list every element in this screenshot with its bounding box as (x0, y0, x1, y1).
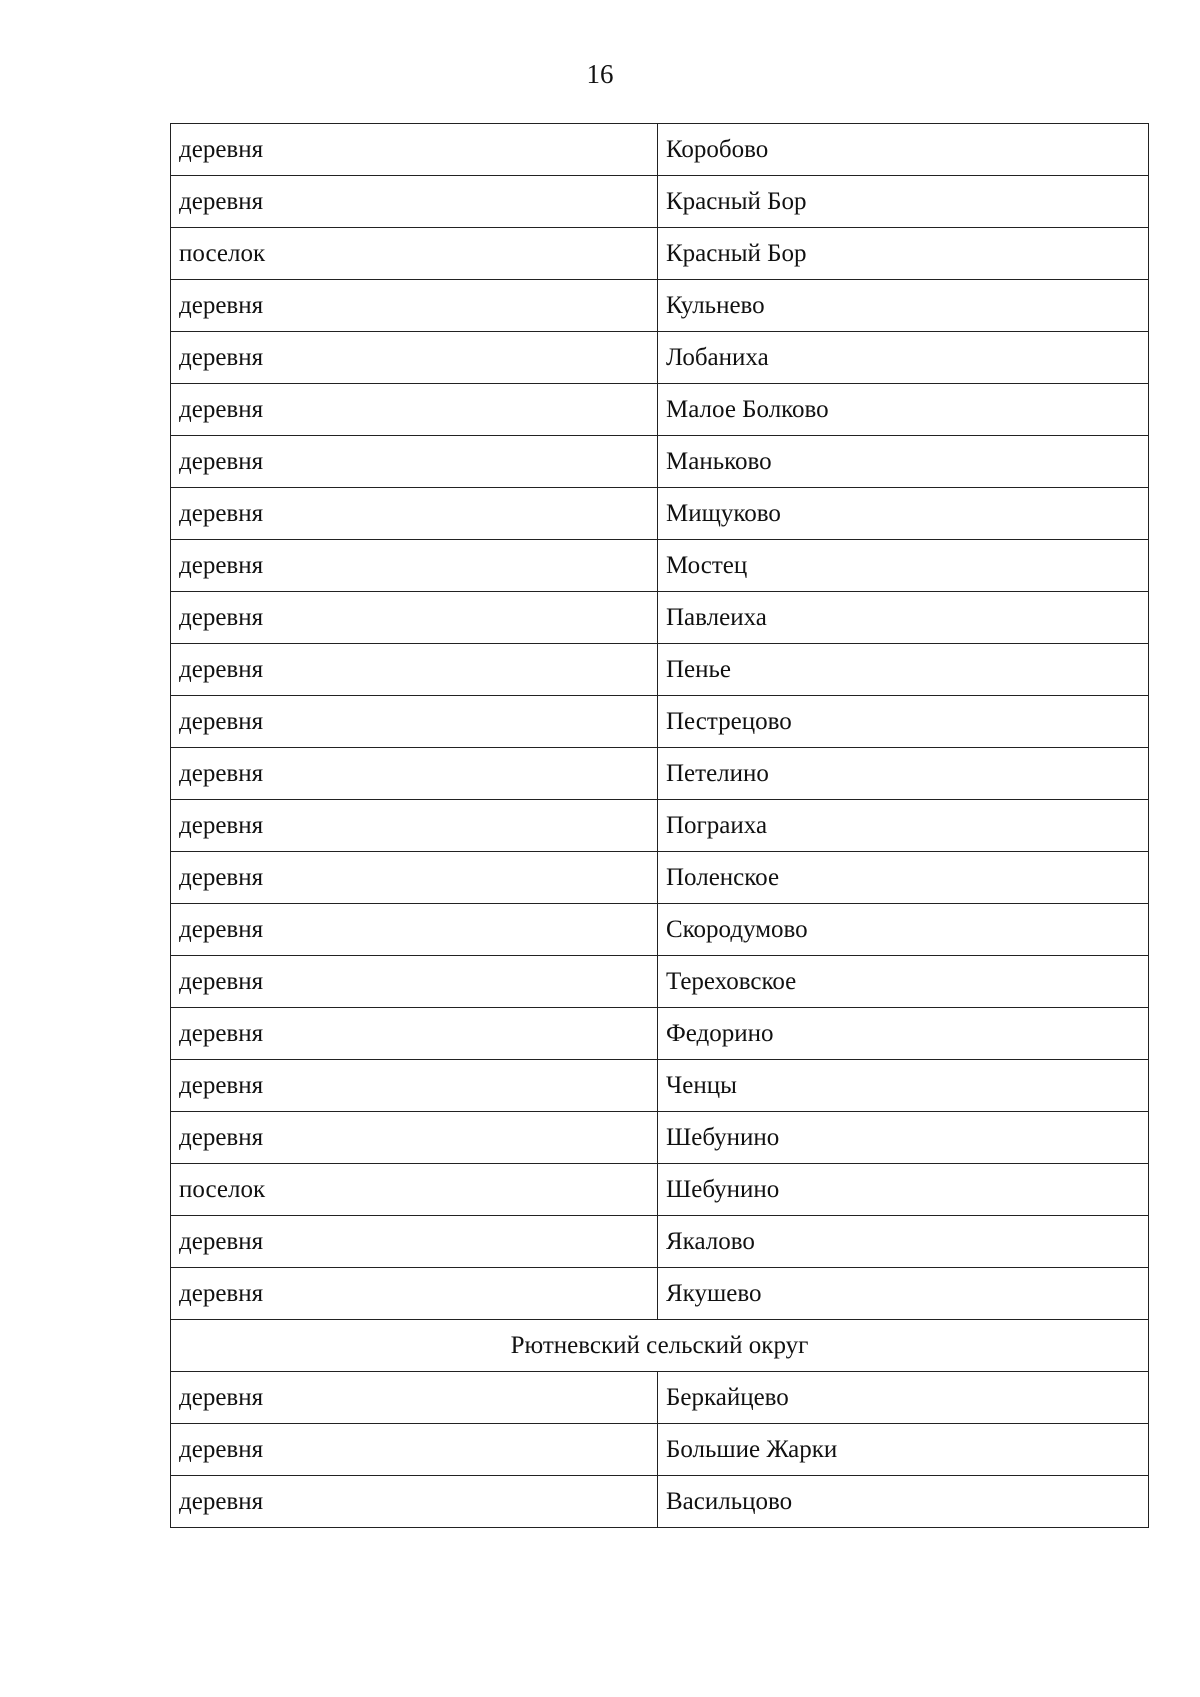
settlement-name: Красный Бор (658, 228, 1149, 280)
table-row (171, 696, 1149, 748)
settlement-type: деревня (171, 904, 658, 956)
settlement-name: Маньково (658, 436, 1149, 488)
settlement-type: деревня (171, 384, 658, 436)
table-row (171, 332, 1149, 384)
settlement-name: Васильцово (658, 1476, 1149, 1528)
table-row (171, 1268, 1149, 1320)
settlement-type: деревня (171, 1372, 658, 1424)
table-row (171, 592, 1149, 644)
table-row (171, 1060, 1149, 1112)
settlement-type: деревня (171, 176, 658, 228)
settlement-type: деревня (171, 1424, 658, 1476)
settlement-type: поселок (171, 228, 658, 280)
table-row (171, 956, 1149, 1008)
table-row (171, 384, 1149, 436)
table-row (171, 1008, 1149, 1060)
settlement-type: деревня (171, 332, 658, 384)
settlement-type: деревня (171, 800, 658, 852)
settlement-name: Пенье (658, 644, 1149, 696)
table-row (171, 436, 1149, 488)
table-row (171, 1164, 1149, 1216)
settlement-type: деревня (171, 1268, 658, 1320)
settlement-name: Мостец (658, 540, 1149, 592)
settlement-name: Скородумово (658, 904, 1149, 956)
page-number: 16 (586, 59, 614, 89)
settlement-name: Ченцы (658, 1060, 1149, 1112)
settlement-type: деревня (171, 1476, 658, 1528)
table-row (171, 644, 1149, 696)
table-row (171, 540, 1149, 592)
settlement-type: поселок (171, 1164, 658, 1216)
settlement-name: Беркайцево (658, 1372, 1149, 1424)
settlement-name: Тереховское (658, 956, 1149, 1008)
table-row (171, 800, 1149, 852)
settlement-name: Кульнево (658, 280, 1149, 332)
settlement-type: деревня (171, 748, 658, 800)
settlement-type: деревня (171, 124, 658, 176)
table-row (171, 904, 1149, 956)
settlement-name: Шебунино (658, 1112, 1149, 1164)
settlement-type: деревня (171, 488, 658, 540)
settlement-name: Мищуково (658, 488, 1149, 540)
table-row (171, 488, 1149, 540)
section-header-row (171, 1320, 1149, 1372)
section-title: Рютневский сельский округ (171, 1320, 1149, 1372)
settlement-name: Лобаниха (658, 332, 1149, 384)
settlement-type: деревня (171, 644, 658, 696)
table-row (171, 1424, 1149, 1476)
settlement-name: Павлеиха (658, 592, 1149, 644)
table-row (171, 228, 1149, 280)
settlement-name: Якушево (658, 1268, 1149, 1320)
settlement-type: деревня (171, 1216, 658, 1268)
settlement-name: Федорино (658, 1008, 1149, 1060)
settlement-type: деревня (171, 1008, 658, 1060)
settlement-table-body (171, 124, 1149, 1528)
settlement-type: деревня (171, 1060, 658, 1112)
settlement-type: деревня (171, 436, 658, 488)
settlement-name: Красный Бор (658, 176, 1149, 228)
settlement-name: Пестрецово (658, 696, 1149, 748)
settlement-name: Малое Болково (658, 384, 1149, 436)
settlement-table (170, 123, 1149, 1528)
table-row (171, 852, 1149, 904)
settlement-name: Большие Жарки (658, 1424, 1149, 1476)
table-row (171, 748, 1149, 800)
table-row (171, 1112, 1149, 1164)
table-row (171, 1216, 1149, 1268)
table-row (171, 280, 1149, 332)
settlement-type: деревня (171, 1112, 658, 1164)
settlement-name: Петелино (658, 748, 1149, 800)
settlement-type: деревня (171, 852, 658, 904)
settlement-type: деревня (171, 540, 658, 592)
settlement-type: деревня (171, 956, 658, 1008)
settlement-name: Поленское (658, 852, 1149, 904)
settlement-name: Коробово (658, 124, 1149, 176)
settlement-type: деревня (171, 280, 658, 332)
settlement-name: Якалово (658, 1216, 1149, 1268)
table-row (171, 124, 1149, 176)
table-row (171, 1476, 1149, 1528)
settlement-name: Шебунино (658, 1164, 1149, 1216)
settlement-type: деревня (171, 592, 658, 644)
settlement-type: деревня (171, 696, 658, 748)
table-row (171, 176, 1149, 228)
settlement-name: Пограиха (658, 800, 1149, 852)
table-row (171, 1372, 1149, 1424)
